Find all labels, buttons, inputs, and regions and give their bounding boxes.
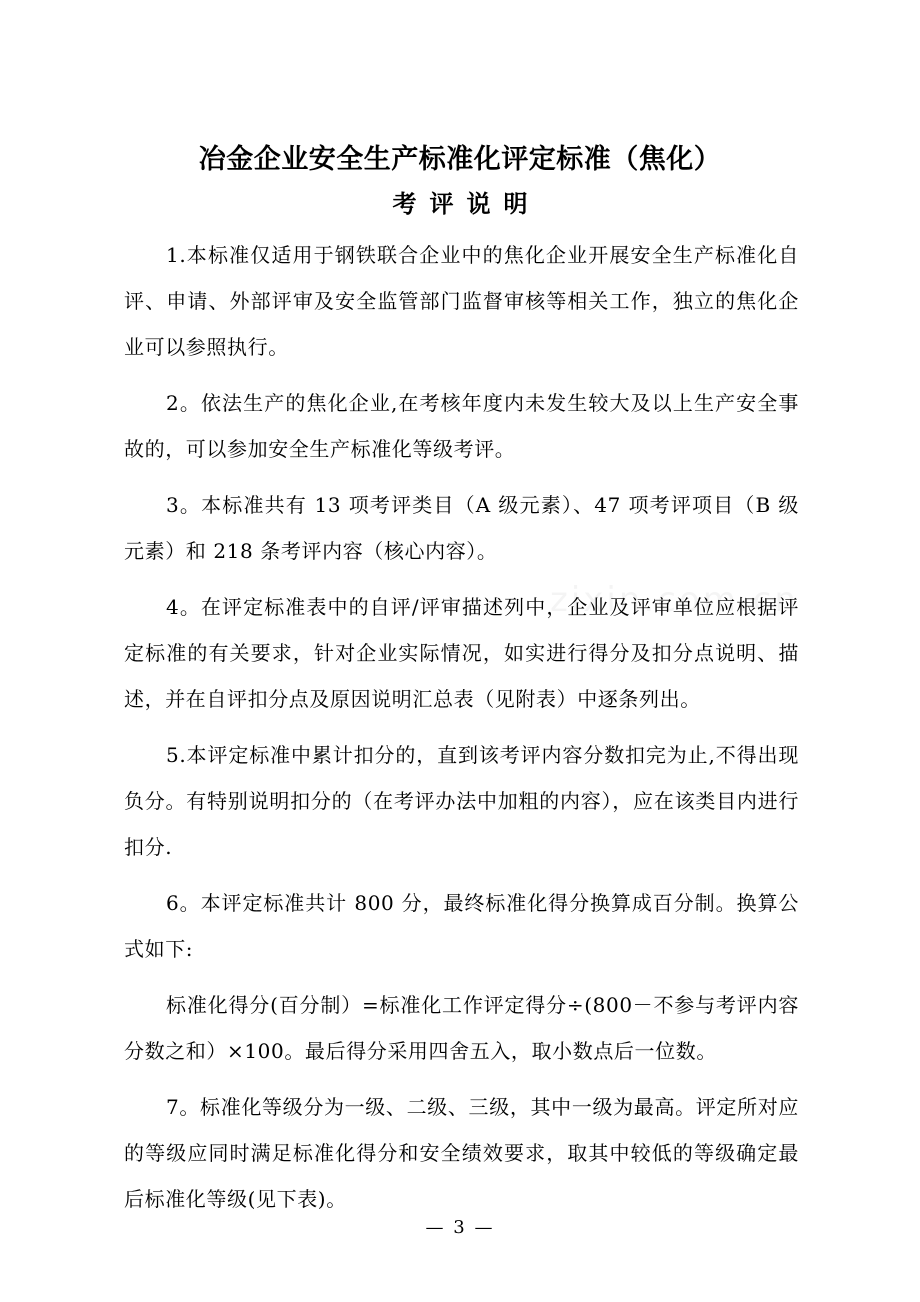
formula-paragraph: 标准化得分(百分制）=标准化工作评定得分÷(800－不参与考评内容分数之和）×100。最后得分采用四舍五入，取小数点后一位数。: [124, 993, 799, 1063]
paragraph-6: 6。本评定标准共计 800 分，最终标准化得分换算成百分制。换算公式如下:: [124, 891, 799, 961]
document-title: 冶金企业安全生产标准化评定标准（焦化）: [198, 144, 722, 175]
paragraph-7: 7。标准化等级分为一级、二级、三级，其中一级为最高。评定所对应的等级应同时满足标准化得分和安全绩效要求，取其中较低的等级确定最后标准化等级(见下表)。: [124, 1095, 799, 1211]
paragraph-2: 2。依法生产的焦化企业,在考核年度内未发生较大及以上生产安全事故的，可以参加安全生产标准化等级考评。: [124, 391, 799, 461]
paragraph-4: 4。在评定标准表中的自评/评审描述列中，企业及评审单位应根据评定标准的有关要求，针对企业实际情况，如实进行得分及扣分点说明、描述，并在自评扣分点及原因说明汇总表（见附表）中逐条列出。: [124, 595, 799, 711]
document-body: [124, 232, 799, 1232]
paragraph-1: 1.本标准仅适用于钢铁联合企业中的焦化企业开展安全生产标准化自评、申请、外部评审及安全监管部门监督审核等相关工作，独立的焦化企业可以参照执行。: [124, 243, 799, 359]
page-number: — 3 —: [425, 1217, 495, 1238]
paragraph-3: 3。本标准共有 13 项考评类目（A 级元素）、47 项考评项目（B 级元素）和 218 条考评内容（核心内容）。: [124, 493, 799, 563]
document-subtitle: 考评说明: [392, 190, 541, 218]
paragraph-5: 5.本评定标准中累计扣分的，直到该考评内容分数扣完为止,不得出现负分。有特别说明扣分的（在考评办法中加粗的内容），应在该类目内进行扣分.: [124, 743, 799, 859]
